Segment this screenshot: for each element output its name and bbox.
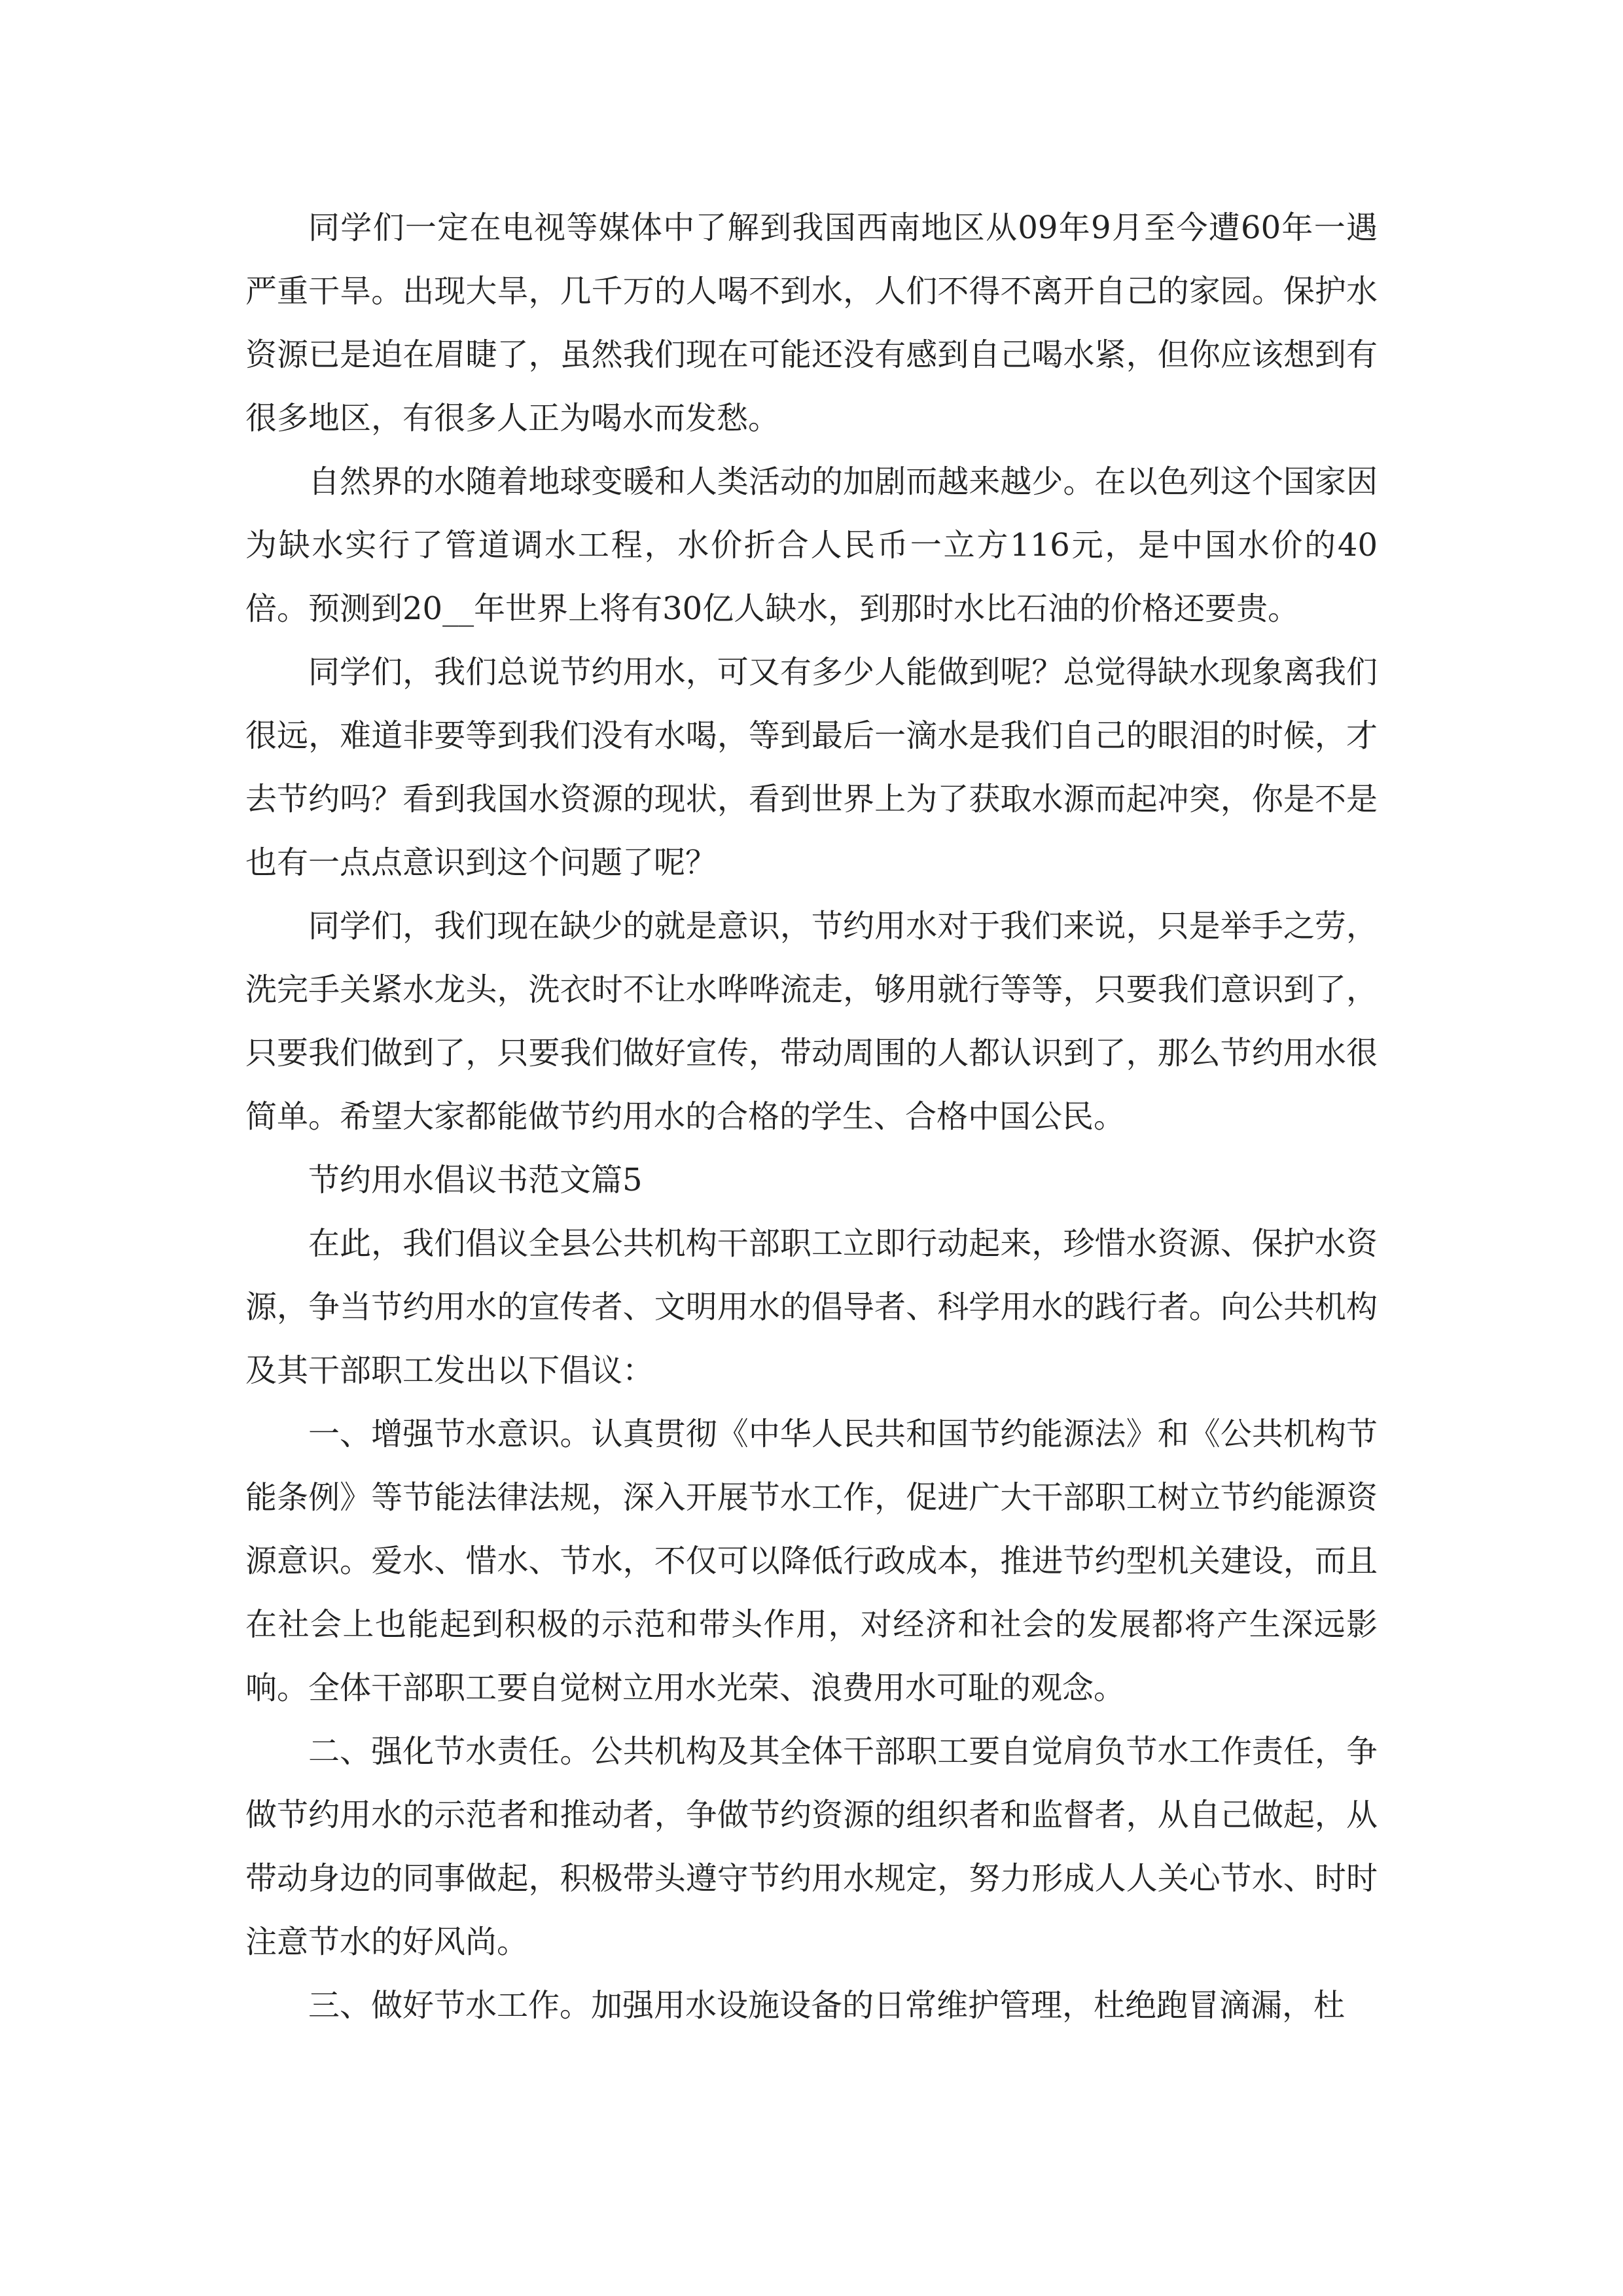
paragraph-initiative: 在此，我们倡议全县公共机构干部职工立即行动起来，珍惜水资源、保护水资源，争当节约用水的宣传者、文明用水的倡导者、科学用水的践行者。向公共机构及其干部职工发出以下倡议：: [245, 1225, 1378, 1389]
paragraph-drought: 同学们一定在电视等媒体中了解到我国西南地区从09年9月至今遭60年一遇严重干旱。出现大旱，几千万的人喝不到水，人们不得不离开自己的家园。保护水资源已是迫在眉睫了，虽然我们现在可能还没有感到自己喝水紧，但你应该想到有很多地区，有很多人正为喝水而发愁。: [245, 209, 1378, 437]
paragraph-awareness: 同学们，我们现在缺少的就是意识，节约用水对于我们来说，只是举手之劳，洗完手关紧水龙头，洗衣时不让水哗哗流走，够用就行等等，只要我们意识到了，只要我们做到了，只要我们做好宣传，带动周围的人都认识到了，那么节约用水很简单。希望大家都能做节约用水的合格的学生、合格中国公民。: [245, 908, 1378, 1135]
document-body: [245, 196, 1378, 2037]
paragraph-item-1: 一、增强节水意识。认真贯彻《中华人民共和国节约能源法》和《公共机构节能条例》等节能法律法规，深入开展节水工作，促进广大干部职工树立节约能源资源意识。爱水、惜水、节水，不仅可以降低行政成本，推进节约型机关建设，而且在社会上也能起到积极的示范和带头作用，对经济和社会的发展都将产生深远影响。全体干部职工要自觉树立用水光荣、浪费用水可耻的观念。: [245, 1416, 1378, 1706]
paragraph-item-2: 二、强化节水责任。公共机构及其全体干部职工要自觉肩负节水工作责任，争做节约用水的示范者和推动者，争做节约资源的组织者和监督者，从自己做起，从带动身边的同事做起，积极带头遵守节约用水规定，努力形成人人关心节水、时时注意节水的好风尚。: [245, 1733, 1378, 1960]
paragraph-water-decline: 自然界的水随着地球变暖和人类活动的加剧而越来越少。在以色列这个国家因为缺水实行了管道调水工程，水价折合人民币一立方116元，是中国水价的40倍。预测到20__年世界上将有30亿人缺水，到那时水比石油的价格还要贵。: [245, 463, 1378, 627]
paragraph-item-3: 三、做好节水工作。加强用水设施设备的日常维护管理，杜绝跑冒滴漏，杜: [308, 1987, 1346, 2024]
paragraph-saving-question: 同学们，我们总说节约用水，可又有多少人能做到呢？总觉得缺水现象离我们很远，难道非要等到我们没有水喝，等到最后一滴水是我们自己的眼泪的时候，才去节约吗？看到我国水资源的现状，看到世界上为了获取水源而起冲突，你是不是也有一点点意识到这个问题了呢？: [245, 654, 1378, 881]
section-heading: 节约用水倡议书范文篇5: [308, 1162, 643, 1198]
